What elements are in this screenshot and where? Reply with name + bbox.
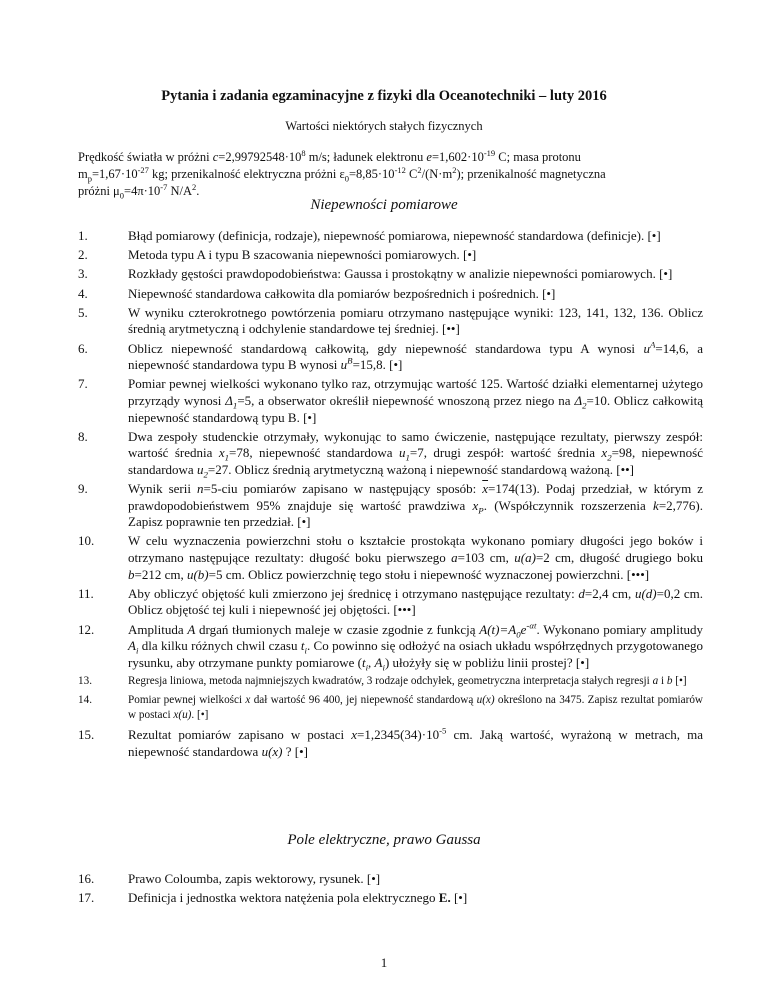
question-item: 14. Pomiar pewnej wielkości x dał wartość 96 400, jej niepewność standardową u(x) określono na 3475. Zapisz rezultat pomiarów w postaci x(u). [•] bbox=[78, 693, 704, 722]
question-item: 12. Amplituda A drgań tłumionych maleje w czasie zgodnie z funkcją $A(t)=A_0e^{-\alpha t}$. Wykonano pomiary amplitudy $A_i$ dla kilku różnych chwil czasu $t_i$. Co powinno się odłożyć na osiach układu współrzędnych przygotowanego rysunku, aby otrzymane punkty pomiarowe ($t_i$, $A_i$) ułożyły się w pobliżu linii prostej? [•] bbox=[78, 620, 703, 673]
question-item: 16. Prawo Coloumba, zapis wektorowy, rysunek. [•] bbox=[78, 871, 381, 886]
question-item: 10. W celu wyznaczenia powierzchni stołu o kształcie prostokąta wykonano pomiary długości jego boków i otrzymano następujące rezultaty: długość boku pierwszego a=103 cm, u(a)=2 cm, długość drugiego boku b=212 cm, u(b)=5 cm. Oblicz powierzchnię tego stołu i niepewność wyznaczonej powierzchni. [•••] bbox=[78, 533, 703, 582]
section-heading-uncertainty: Niepewności pomiarowe bbox=[310, 197, 458, 213]
constants-heading: Wartości niektórych stałych fizycznych bbox=[285, 119, 483, 133]
question-list-uncertainty bbox=[78, 228, 703, 763]
question-item: 2. Metoda typu A i typu B szacowania niepewności pomiarowych. [•] bbox=[78, 247, 477, 263]
question-item: 6. Oblicz niepewność standardową całkowitą, gdy niepewność standardowa typu A wynosi $u^A=14,6$, a niepewność standardowa typu B wynosi $u^B=15,8$. [•] bbox=[78, 339, 703, 373]
question-item: 7. Pomiar pewnej wielkości wykonano tylko raz, otrzymując wartość 125. Wartość działki elementarnej użytego przyrządy wynosi $\Delta_1=5$, a obserwator określił niepewność wnoszoną przez niego na $\Delta_2=10$. Oblicz całkowitą niepewność standardową typu B. [•] bbox=[78, 376, 704, 425]
question-item: 4. Niepewność standardowa całkowita dla pomiarów bezpośrednich i pośrednich. [•] bbox=[78, 285, 556, 301]
section-heading-electric-field: Pole elektryczne, prawo Gaussa bbox=[287, 832, 481, 848]
question-item: 1. Błąd pomiarowy (definicja, rodzaje), niepewność pomiarowa, niepewność standardowa (definicje). [•] bbox=[78, 228, 661, 243]
question-list-electric-field bbox=[78, 871, 703, 909]
question-item: 17. Definicja i jednostka wektora natężenia pola elektrycznego E. [•] bbox=[78, 890, 468, 906]
question-item: 8. Dwa zespoły studenckie otrzymały, wykonując to samo ćwiczenie, następujące rezultaty, pierwszy zespół: wartość średnia $x_1=78$, niepewność standardowa $u_1=7$, drugi zespół: wartość średnia $x_2=98$, niepewność standardowa $u_2=27$. Oblicz średnią arytmetyczną ważoną i niepewność standardową ważoną. [••] bbox=[78, 428, 703, 480]
document-title: Pytania i zadania egzaminacyjne z fizyki dla Oceanotechniki – luty 2016 bbox=[161, 88, 607, 104]
question-item: 5. W wyniku czterokrotnego powtórzenia pomiaru otrzymano następujące wyniki: 123, 141, 132, 136. Oblicz średnią arytmetyczną i odchylenie standardowe tej średniej. [••] bbox=[78, 304, 703, 337]
physical-constants: Prędkość światła w próżni $c=2,99792548\cdot 10^8$ m/s; ładunek elektronu $e=1,602\cdot 10^{-19}$ C; masa protonu $m_p=1,67\cdot 10^{-27}$ kg; przenikalność elektryczna próżni $\varepsilon_0=8,85\cdot 10^{-12}$ $C^2/(N\cdot m^2)$; przenikalność magnetyczna próżni $\mu_0=4\pi\cdot 10^{-7}$ $N/A^2$. bbox=[78, 147, 606, 201]
question-item: 13. Regresja liniowa, metoda najmniejszych kwadratów, 3 rodzaje odchyłek, geometryczna interpretacja stałych regresji a i b [•] bbox=[78, 674, 687, 687]
question-item: 3. Rozkłady gęstości prawdopodobieństwa: Gaussa i prostokątny w analizie niepewności pomiarowych. [•] bbox=[78, 266, 673, 282]
question-item: 9. Wynik serii n=5-ciu pomiarów zapisano w następujący sposób: $\overline{x}=174(13)$. Podaj przedział, w którym z prawdopodobieństwem 95% znajduje się wartość prawdziwa $x_P$. (Współczynnik rozszerzenia k=2,776). Zapisz poprawnie ten przedział. [•] bbox=[78, 481, 704, 530]
page-number: 1 bbox=[380, 955, 388, 970]
question-item: 15. Rezultat pomiarów zapisano w postaci $x=1,2345(34)\cdot 10^{-5}$ cm. Jaką wartość, wyrażoną w metrach, ma niepewność standardowa u(x) ? [•] bbox=[78, 725, 703, 759]
question-item: 11. Aby obliczyć objętość kuli zmierzono jej średnicę i otrzymano następujące rezultaty: d=2,4 cm, u(d)=0,2 cm. Oblicz objętość tej kuli i niepewność jej objętości. [•••] bbox=[78, 585, 703, 618]
